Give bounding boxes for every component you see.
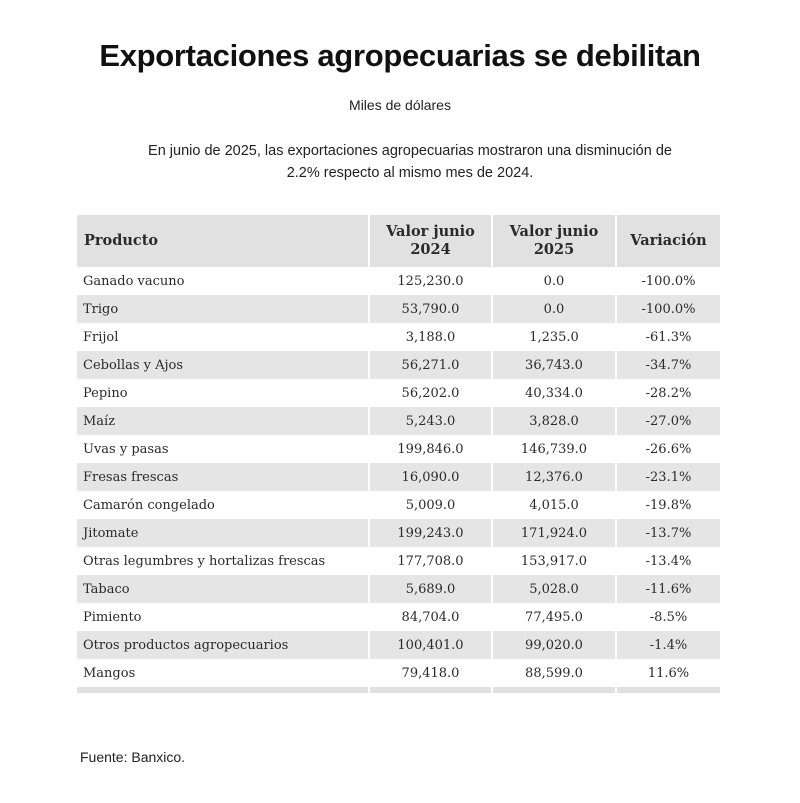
table-body — [77, 267, 720, 693]
table-row — [77, 379, 720, 407]
cell-valor-2025: 4,015.0 — [492, 491, 616, 519]
cell-valor-2025: 0.0 — [492, 295, 616, 323]
cell-producto: Fresas frescas — [77, 463, 369, 491]
cell-producto: Otros productos agropecuarios — [77, 631, 369, 659]
exports-table — [77, 215, 720, 693]
table-row — [77, 575, 720, 603]
cell-valor-2025: 171,924.0 — [492, 519, 616, 547]
cell-variacion: -11.6% — [616, 575, 720, 603]
cell-valor-2025: 12,376.0 — [492, 463, 616, 491]
cell-variacion: -28.2% — [616, 379, 720, 407]
cell-valor-2024: 53,790.0 — [369, 295, 492, 323]
cell-valor-2024: 5,689.0 — [369, 575, 492, 603]
table-row — [77, 631, 720, 659]
cell-producto: Uvas y pasas — [83, 441, 169, 457]
cell-variacion: -100.0% — [616, 295, 720, 323]
spacer-cell — [369, 687, 492, 693]
spacer-cell — [77, 687, 369, 693]
cell-valor-2024: 56,271.0 — [369, 351, 492, 379]
column-header-variacion: Variación — [616, 215, 720, 267]
cell-valor-2024: 3,188.0 — [369, 323, 492, 351]
source-note: Fuente: Banxico. — [80, 749, 186, 765]
table-row — [77, 519, 720, 547]
cell-valor-2024: 199,846.0 — [369, 435, 492, 463]
cell-producto: Mangos — [83, 665, 136, 681]
cell-variacion: -13.4% — [616, 547, 720, 575]
cell-valor-2025: 146,739.0 — [492, 435, 616, 463]
table-row — [77, 435, 720, 463]
cell-variacion: -26.6% — [616, 435, 720, 463]
table-row — [77, 267, 720, 295]
page-subtitle: Miles de dólares — [349, 97, 451, 113]
cell-variacion: -13.7% — [616, 519, 720, 547]
cell-valor-2024: 177,708.0 — [369, 547, 492, 575]
cell-variacion: -1.4% — [616, 631, 720, 659]
cell-valor-2025: 153,917.0 — [492, 547, 616, 575]
column-header-valor-2025: Valor junio 2025 — [492, 215, 616, 267]
table-footer-spacer — [77, 687, 720, 693]
cell-valor-2024: 84,704.0 — [369, 603, 492, 631]
table-row — [77, 463, 720, 491]
cell-variacion: -19.8% — [616, 491, 720, 519]
page-title: Exportaciones agropecuarias se debilitan — [99, 38, 701, 73]
cell-producto: Otras legumbres y hortalizas frescas — [83, 553, 326, 569]
table-row — [77, 659, 720, 687]
cell-valor-2025: 99,020.0 — [492, 631, 616, 659]
cell-producto: Tabaco — [77, 575, 369, 603]
cell-valor-2025: 5,028.0 — [492, 575, 616, 603]
table-row — [77, 603, 720, 631]
table-row — [77, 407, 720, 435]
table-row — [77, 295, 720, 323]
table-row — [77, 323, 720, 351]
cell-producto: Trigo — [77, 295, 369, 323]
cell-producto: Maíz — [77, 407, 369, 435]
cell-variacion: -34.7% — [616, 351, 720, 379]
cell-variacion: -8.5% — [616, 603, 720, 631]
cell-producto: Camarón congelado — [83, 497, 215, 513]
data-table-container — [77, 215, 720, 693]
column-header-valor-2024: Valor junio 2024 — [369, 215, 492, 267]
description-text: En junio de 2025, las exportaciones agropecuarias mostraron una disminución de 2.2% respecto al mismo mes de 2024. — [148, 143, 672, 181]
cell-variacion: -61.3% — [616, 323, 720, 351]
cell-variacion: -100.0% — [616, 267, 720, 295]
cell-variacion: -23.1% — [616, 463, 720, 491]
cell-producto: Ganado vacuno — [83, 273, 185, 289]
cell-producto: Cebollas y Ajos — [77, 351, 369, 379]
cell-valor-2025: 1,235.0 — [492, 323, 616, 351]
cell-producto: Pepino — [83, 385, 128, 401]
cell-valor-2025: 36,743.0 — [492, 351, 616, 379]
table-row — [77, 351, 720, 379]
cell-valor-2024: 5,009.0 — [369, 491, 492, 519]
cell-valor-2025: 3,828.0 — [492, 407, 616, 435]
cell-producto: Frijol — [83, 329, 119, 345]
cell-valor-2024: 79,418.0 — [369, 659, 492, 687]
column-header-producto: Producto — [77, 215, 369, 267]
cell-valor-2024: 125,230.0 — [369, 267, 492, 295]
table-row — [77, 547, 720, 575]
table-header — [77, 215, 720, 267]
cell-valor-2024: 100,401.0 — [369, 631, 492, 659]
cell-valor-2025: 40,334.0 — [492, 379, 616, 407]
cell-valor-2025: 77,495.0 — [492, 603, 616, 631]
cell-valor-2025: 88,599.0 — [492, 659, 616, 687]
table-row — [77, 491, 720, 519]
cell-valor-2025: 0.0 — [492, 267, 616, 295]
cell-valor-2024: 199,243.0 — [369, 519, 492, 547]
cell-valor-2024: 16,090.0 — [369, 463, 492, 491]
spacer-cell — [492, 687, 616, 693]
spacer-cell — [616, 687, 720, 693]
table-header-row — [77, 215, 720, 267]
cell-producto: Jitomate — [77, 519, 369, 547]
cell-variacion: -27.0% — [616, 407, 720, 435]
cell-valor-2024: 56,202.0 — [369, 379, 492, 407]
cell-variacion: 11.6% — [616, 659, 720, 687]
cell-producto: Pimiento — [83, 609, 142, 625]
cell-valor-2024: 5,243.0 — [369, 407, 492, 435]
